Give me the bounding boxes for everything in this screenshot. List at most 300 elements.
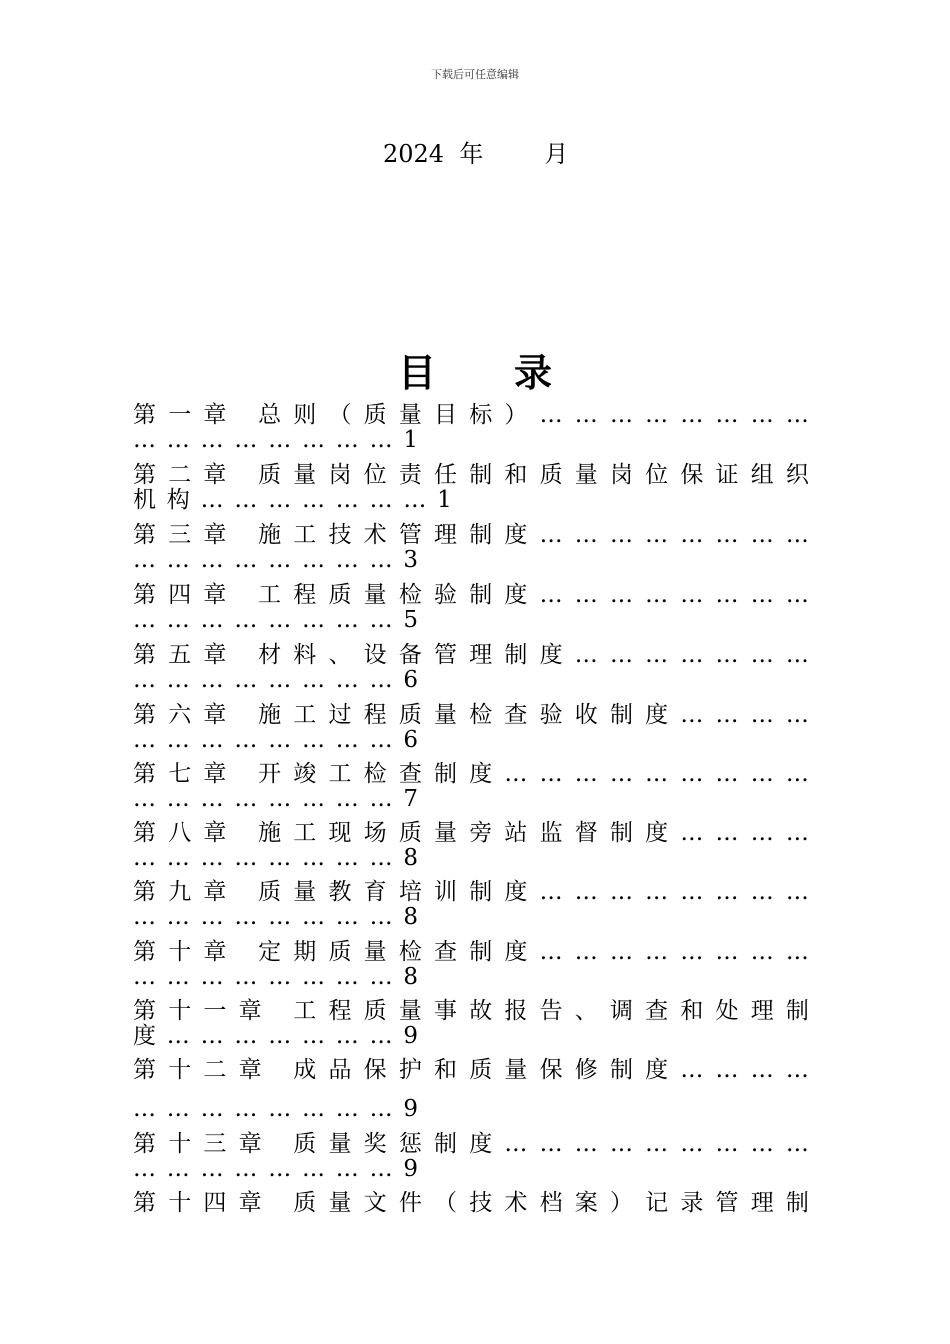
toc-title-char: 任 xyxy=(434,462,457,488)
toc-entry-continuation xyxy=(133,1094,809,1124)
toc-title-char: 查 xyxy=(434,939,457,965)
toc-leader-dots: … xyxy=(574,1131,598,1157)
toc-leader-dots: … xyxy=(715,820,739,846)
toc-page-number: 3 xyxy=(403,547,419,573)
toc-leader-dots: … xyxy=(369,964,393,990)
toc-chapter-char: 章 xyxy=(203,820,227,846)
toc-leader-dots: … xyxy=(574,761,598,787)
toc-leader-dots: … xyxy=(680,702,704,728)
toc-leader-dots: … xyxy=(715,642,739,668)
toc-title-char: 过 xyxy=(328,702,352,728)
toc-title-char: 文 xyxy=(363,1190,387,1216)
toc-leader-dots: … xyxy=(268,1156,292,1182)
toc-title-char: 工 xyxy=(258,582,282,608)
toc-leader-dots: … xyxy=(750,820,774,846)
toc-title-char: 质 xyxy=(328,939,352,965)
toc-leader-dots: … xyxy=(785,820,809,846)
toc-chapter-char: 第 xyxy=(133,998,156,1024)
toc-title-char: 培 xyxy=(398,879,422,905)
toc-leader-dots: … xyxy=(200,1156,224,1182)
toc-leader-dots: … xyxy=(133,727,156,753)
toc-title-char: 证 xyxy=(715,462,739,488)
toc-leader-dots: … xyxy=(715,522,739,548)
toc-title-char: 现 xyxy=(328,820,352,846)
toc-leader-dots: … xyxy=(750,1131,774,1157)
toc-title-char: 目 xyxy=(434,402,457,428)
toc-title-char: 质 xyxy=(293,1131,317,1157)
toc-leader-dots: … xyxy=(609,1131,633,1157)
toc-chapter-char: 第 xyxy=(133,820,156,846)
toc-page-number: 1 xyxy=(437,487,452,513)
toc-chapter-char: 第 xyxy=(133,522,156,548)
toc-leader-dots: … xyxy=(750,582,774,608)
toc-title-char: 理 xyxy=(469,642,493,668)
toc-leader-dots: … xyxy=(609,761,633,787)
toc-chapter-char: 章 xyxy=(203,522,227,548)
toc-chapter-char: 章 xyxy=(238,1190,262,1216)
toc-chapter-char: 第 xyxy=(133,1190,156,1216)
toc-leader-dots: … xyxy=(234,1096,258,1122)
toc-title-char: 度 xyxy=(504,939,528,965)
toc-leader-dots: … xyxy=(133,904,156,930)
toc-page-number: 6 xyxy=(403,727,419,753)
toc-title-char: 量 xyxy=(398,402,422,428)
toc-title-char: 量 xyxy=(363,939,387,965)
toc-leader-dots: … xyxy=(268,667,292,693)
toc-leader-dots: … xyxy=(301,667,325,693)
toc-leader-dots: … xyxy=(268,607,292,633)
toc-leader-dots: … xyxy=(335,667,359,693)
toc-title-char: 和 xyxy=(434,1057,457,1083)
toc-title-char: 量 xyxy=(328,1131,352,1157)
toc-leader-dots: … xyxy=(234,786,258,812)
toc-leader-dots: … xyxy=(369,427,393,453)
toc-leader-dots: … xyxy=(268,964,292,990)
toc-title-char: 检 xyxy=(398,582,422,608)
toc-title-char: 量 xyxy=(328,1190,352,1216)
toc-leader-dots: … xyxy=(750,402,774,428)
toc-entry-continuation xyxy=(133,1021,809,1051)
toc-leader-dots: … xyxy=(680,939,704,965)
toc-leader-dots: … xyxy=(234,607,258,633)
toc-leader-dots: … xyxy=(539,582,563,608)
toc-leader-dots: … xyxy=(369,904,393,930)
toc-title-char: 查 xyxy=(398,761,422,787)
toc-leader-dots: … xyxy=(539,761,563,787)
toc-title-char: 标 xyxy=(469,402,493,428)
toc-title-char: 管 xyxy=(398,522,422,548)
toc-title-char: ） xyxy=(504,402,528,428)
toc-leader-dots: … xyxy=(200,904,224,930)
toc-title-char: 理 xyxy=(750,1190,774,1216)
toc-title-char: 收 xyxy=(574,702,598,728)
toc-leader-dots: … xyxy=(234,1023,258,1049)
toc-title-char: 督 xyxy=(574,820,598,846)
toc-title-char: 档 xyxy=(539,1190,563,1216)
toc-title-char: 奖 xyxy=(363,1131,387,1157)
toc-leader-dots: … xyxy=(785,1131,809,1157)
toc-title-char: （ xyxy=(434,1190,457,1216)
toc-title-char: 度 xyxy=(504,879,528,905)
toc-chapter-char: 第 xyxy=(133,761,156,787)
toc-title-char: 检 xyxy=(363,761,387,787)
toc-leader-dots: … xyxy=(335,1096,359,1122)
toc-leader-dots: … xyxy=(645,642,669,668)
toc-title-char: 位 xyxy=(363,462,387,488)
toc-leader-dots: … xyxy=(234,487,258,513)
toc-leader-dots: … xyxy=(750,1057,774,1083)
toc-leader-dots: … xyxy=(301,845,325,871)
toc-title-char: 检 xyxy=(398,939,422,965)
toc-title-char: 度 xyxy=(504,582,528,608)
toc-title-right: 录 xyxy=(514,350,553,395)
toc-leader-dots: … xyxy=(369,667,393,693)
toc-leader-dots: … xyxy=(268,547,292,573)
toc-title-char: 程 xyxy=(328,998,352,1024)
toc-leader-dots: … xyxy=(680,879,704,905)
toc-chapter-char: 十 xyxy=(168,998,192,1024)
toc-chapter-char: 第 xyxy=(133,1131,156,1157)
toc-title-char: 保 xyxy=(539,1057,563,1083)
toc-leader-dots: … xyxy=(715,761,739,787)
toc-gap xyxy=(274,1188,281,1218)
toc-title-char: 机 xyxy=(133,487,156,513)
toc-title-char: 工 xyxy=(293,820,317,846)
toc-entry-line xyxy=(133,1188,809,1218)
toc-title-char: 构 xyxy=(166,487,190,513)
toc-title-char: 制 xyxy=(504,642,528,668)
toc-entry-line xyxy=(133,1055,809,1085)
toc-leader-dots: … xyxy=(301,607,325,633)
toc-title-char: 教 xyxy=(328,879,352,905)
toc-leader-dots: … xyxy=(335,845,359,871)
toc-leader-dots: … xyxy=(715,582,739,608)
toc-chapter-char: 章 xyxy=(238,1131,262,1157)
toc-leader-dots: … xyxy=(785,582,809,608)
toc-title-char: 度 xyxy=(539,642,563,668)
toc-entry-continuation xyxy=(133,665,809,695)
toc-title-char: 记 xyxy=(645,1190,669,1216)
toc-title-char: 管 xyxy=(434,642,457,668)
toc-leader-dots: … xyxy=(166,786,190,812)
toc-leader-dots: … xyxy=(574,879,598,905)
toc-title-char: 量 xyxy=(293,462,317,488)
toc-leader-dots: … xyxy=(680,582,704,608)
toc-leader-dots: … xyxy=(750,522,774,548)
toc-chapter-char: 第 xyxy=(133,879,156,905)
toc-title-char: 术 xyxy=(363,522,387,548)
toc-gap xyxy=(274,1055,281,1085)
toc-leader-dots: … xyxy=(335,1023,359,1049)
toc-title-char: 验 xyxy=(434,582,457,608)
toc-title-char: 备 xyxy=(398,642,422,668)
toc-leader-dots: … xyxy=(200,547,224,573)
toc-leader-dots: … xyxy=(335,547,359,573)
toc-leader-dots: … xyxy=(609,642,633,668)
toc-title-char: 质 xyxy=(398,820,422,846)
toc-leader-dots: … xyxy=(785,642,809,668)
toc-leader-dots: … xyxy=(369,1156,393,1182)
toc-chapter-char: 四 xyxy=(203,1190,227,1216)
toc-title-char: 施 xyxy=(258,702,282,728)
toc-title-char: 制 xyxy=(434,761,457,787)
toc-title-char: 监 xyxy=(539,820,563,846)
toc-leader-dots: … xyxy=(369,845,393,871)
toc-title-char: 度 xyxy=(645,1057,669,1083)
toc-leader-dots: … xyxy=(539,939,563,965)
toc-leader-dots: … xyxy=(200,786,224,812)
toc-leader-dots: … xyxy=(166,964,190,990)
toc-leader-dots: … xyxy=(200,607,224,633)
toc-title-char: 程 xyxy=(363,702,387,728)
toc-chapter-char: 章 xyxy=(238,1057,262,1083)
toc-leader-dots: … xyxy=(234,1156,258,1182)
toc-leader-dots: … xyxy=(234,904,258,930)
toc-title-char: 程 xyxy=(293,582,317,608)
toc-leader-dots: … xyxy=(645,761,669,787)
toc-title-char: 检 xyxy=(469,702,493,728)
toc-leader-dots: … xyxy=(234,547,258,573)
toc-title-char: 质 xyxy=(469,1057,493,1083)
toc-leader-dots: … xyxy=(680,761,704,787)
toc-leader-dots: … xyxy=(574,522,598,548)
toc-leader-dots: … xyxy=(133,427,156,453)
toc-leader-dots: … xyxy=(166,1156,190,1182)
toc-title-char: 开 xyxy=(258,761,282,787)
toc-title-char: 保 xyxy=(680,462,704,488)
toc-chapter-char: 六 xyxy=(168,702,192,728)
toc-title-char: 量 xyxy=(398,998,422,1024)
toc-leader-dots: … xyxy=(301,487,325,513)
toc-title-char: 制 xyxy=(434,1131,457,1157)
toc-leader-dots: … xyxy=(609,879,633,905)
toc-title-char: 修 xyxy=(574,1057,598,1083)
toc-title-char: 验 xyxy=(539,702,563,728)
toc-title-char: 工 xyxy=(293,702,317,728)
toc-leader-dots: … xyxy=(574,939,598,965)
toc-chapter-char: 一 xyxy=(203,998,227,1024)
toc-leader-dots: … xyxy=(200,845,224,871)
toc-leader-dots: … xyxy=(301,1096,325,1122)
toc-leader-dots: … xyxy=(301,904,325,930)
toc-title-char: 术 xyxy=(504,1190,528,1216)
date-line: 2024 年 月 xyxy=(383,140,569,168)
toc-title-char: （ xyxy=(328,402,352,428)
toc-title-char: 量 xyxy=(504,1057,528,1083)
toc-leader-dots: … xyxy=(645,582,669,608)
toc-chapter-char: 十 xyxy=(168,1131,192,1157)
toc-page-number: 6 xyxy=(403,667,419,693)
toc-leader-dots: … xyxy=(645,402,669,428)
toc-chapter-char: 三 xyxy=(168,522,192,548)
toc-title-char: 调 xyxy=(609,998,633,1024)
toc-chapter-char: 章 xyxy=(203,462,227,488)
toc-title-char: 材 xyxy=(258,642,282,668)
toc-leader-dots: … xyxy=(268,1096,292,1122)
toc-leader-dots: … xyxy=(504,761,528,787)
toc-title-char: 量 xyxy=(574,462,598,488)
toc-leader-dots: … xyxy=(133,607,156,633)
toc-title-char: 案 xyxy=(574,1190,598,1216)
toc-title-char: 质 xyxy=(363,998,387,1024)
toc-leader-dots: … xyxy=(166,547,190,573)
toc-leader-dots: … xyxy=(369,727,393,753)
toc-leader-dots: … xyxy=(335,727,359,753)
toc-title-char: 告 xyxy=(539,998,563,1024)
toc-leader-dots: … xyxy=(268,1023,292,1049)
toc-leader-dots: … xyxy=(715,702,739,728)
toc-title-char: 质 xyxy=(398,702,422,728)
toc-leader-dots: … xyxy=(234,427,258,453)
header-note: 下载后可任意编辑 xyxy=(431,68,519,81)
toc-chapter-char: 二 xyxy=(168,462,192,488)
toc-leader-dots: … xyxy=(234,667,258,693)
toc-title-char: 处 xyxy=(715,998,739,1024)
toc-title-char: 训 xyxy=(434,879,457,905)
toc-leader-dots: … xyxy=(785,402,809,428)
toc-title xyxy=(0,342,950,397)
toc-leader-dots: … xyxy=(200,1023,224,1049)
toc-leader-dots: … xyxy=(369,786,393,812)
toc-title-char: 质 xyxy=(328,582,352,608)
toc-leader-dots: … xyxy=(785,1057,809,1083)
toc-title-char: 制 xyxy=(469,879,493,905)
toc-title-char: 惩 xyxy=(398,1131,422,1157)
toc-chapter-char: 章 xyxy=(203,702,227,728)
toc-leader-dots: … xyxy=(335,607,359,633)
toc-title-char: 施 xyxy=(258,522,282,548)
toc-leader-dots: … xyxy=(574,582,598,608)
toc-leader-dots: … xyxy=(750,702,774,728)
toc-title-char: 岗 xyxy=(328,462,352,488)
toc-chapter-char: 第 xyxy=(133,582,156,608)
toc-entry-continuation xyxy=(133,425,809,455)
toc-chapter-char: 七 xyxy=(168,761,192,787)
toc-title-char: 故 xyxy=(469,998,493,1024)
toc-chapter-char: 章 xyxy=(238,998,262,1024)
toc-leader-dots: … xyxy=(301,964,325,990)
toc-page-number: 7 xyxy=(403,786,419,812)
toc-entry-continuation xyxy=(133,784,809,814)
toc-leader-dots: … xyxy=(504,1131,528,1157)
toc-title-char: 制 xyxy=(469,582,493,608)
toc-leader-dots: … xyxy=(335,1156,359,1182)
toc-page-number: 9 xyxy=(403,1096,419,1122)
toc-title-char: 理 xyxy=(750,998,774,1024)
toc-leader-dots: … xyxy=(785,761,809,787)
toc-title-char: 质 xyxy=(258,462,282,488)
toc-leader-dots: … xyxy=(133,786,156,812)
toc-title-char: 质 xyxy=(363,402,387,428)
toc-leader-dots: … xyxy=(200,667,224,693)
toc-entry-continuation xyxy=(133,1154,809,1184)
toc-title-char: 度 xyxy=(645,820,669,846)
toc-leader-dots: … xyxy=(785,879,809,905)
toc-title-char: 护 xyxy=(398,1057,422,1083)
toc-title-char: 量 xyxy=(363,582,387,608)
toc-leader-dots: … xyxy=(539,402,563,428)
toc-leader-dots: … xyxy=(369,1096,393,1122)
toc-chapter-char: 章 xyxy=(203,879,227,905)
toc-entry-continuation xyxy=(133,545,809,575)
toc-title-char: 品 xyxy=(328,1057,352,1083)
toc-leader-dots: … xyxy=(166,845,190,871)
toc-chapter-char: 第 xyxy=(133,642,156,668)
toc-leader-dots: … xyxy=(715,402,739,428)
toc-title-char: 和 xyxy=(680,998,704,1024)
toc-page-number: 8 xyxy=(403,845,419,871)
toc-leader-dots: … xyxy=(680,522,704,548)
toc-title-char: 制 xyxy=(469,462,493,488)
toc-entry-continuation xyxy=(133,485,809,515)
toc-leader-dots: … xyxy=(539,1131,563,1157)
toc-chapter-char: 二 xyxy=(203,1057,227,1083)
toc-title-char: 施 xyxy=(258,820,282,846)
toc-chapter-char: 第 xyxy=(133,402,156,428)
toc-leader-dots: … xyxy=(645,879,669,905)
toc-leader-dots: … xyxy=(715,939,739,965)
toc-leader-dots: … xyxy=(403,487,427,513)
toc-leader-dots: … xyxy=(715,879,739,905)
toc-title-char: 组 xyxy=(750,462,774,488)
toc-leader-dots: … xyxy=(369,607,393,633)
toc-leader-dots: … xyxy=(335,487,359,513)
toc-leader-dots: … xyxy=(133,667,156,693)
toc-leader-dots: … xyxy=(234,727,258,753)
toc-page-number: 5 xyxy=(403,607,419,633)
toc-title-char: 期 xyxy=(293,939,317,965)
toc-chapter-char: 第 xyxy=(133,939,156,965)
toc-leader-dots: … xyxy=(680,402,704,428)
toc-chapter-char: 第 xyxy=(133,462,156,488)
toc-leader-dots: … xyxy=(574,402,598,428)
toc-title-char: 则 xyxy=(293,402,317,428)
toc-leader-dots: … xyxy=(268,786,292,812)
toc-leader-dots: … xyxy=(133,845,156,871)
toc-leader-dots: … xyxy=(301,786,325,812)
toc-chapter-char: 五 xyxy=(168,642,192,668)
toc-title-char: 制 xyxy=(609,820,633,846)
toc-page-number: 1 xyxy=(403,427,419,453)
toc-title-char: 工 xyxy=(328,761,352,787)
toc-leader-dots: … xyxy=(133,1096,156,1122)
toc-leader-dots: … xyxy=(715,1057,739,1083)
toc-title-char: 制 xyxy=(785,998,809,1024)
toc-title-char: 设 xyxy=(363,642,387,668)
toc-leader-dots: … xyxy=(335,786,359,812)
toc-leader-dots: … xyxy=(680,820,704,846)
toc-title-char: 织 xyxy=(785,462,809,488)
toc-title-char: 查 xyxy=(645,998,669,1024)
toc-leader-dots: … xyxy=(574,642,598,668)
toc-chapter-char: 章 xyxy=(203,402,227,428)
toc-title-char: 事 xyxy=(434,998,457,1024)
toc-leader-dots: … xyxy=(166,727,190,753)
toc-title-char: 制 xyxy=(609,702,633,728)
toc-chapter-char: 章 xyxy=(203,761,227,787)
toc-title-char: 查 xyxy=(504,702,528,728)
toc-title-char: 定 xyxy=(258,939,282,965)
toc-leader-dots: … xyxy=(645,522,669,548)
toc-title-char: 制 xyxy=(469,522,493,548)
toc-title-char: 成 xyxy=(293,1057,317,1083)
toc-title-char: 制 xyxy=(469,939,493,965)
toc-chapter-char: 章 xyxy=(203,642,227,668)
toc-title-char: 位 xyxy=(645,462,669,488)
toc-title-char: 度 xyxy=(504,522,528,548)
toc-leader-dots: … xyxy=(133,1156,156,1182)
toc-title-char: 竣 xyxy=(293,761,317,787)
